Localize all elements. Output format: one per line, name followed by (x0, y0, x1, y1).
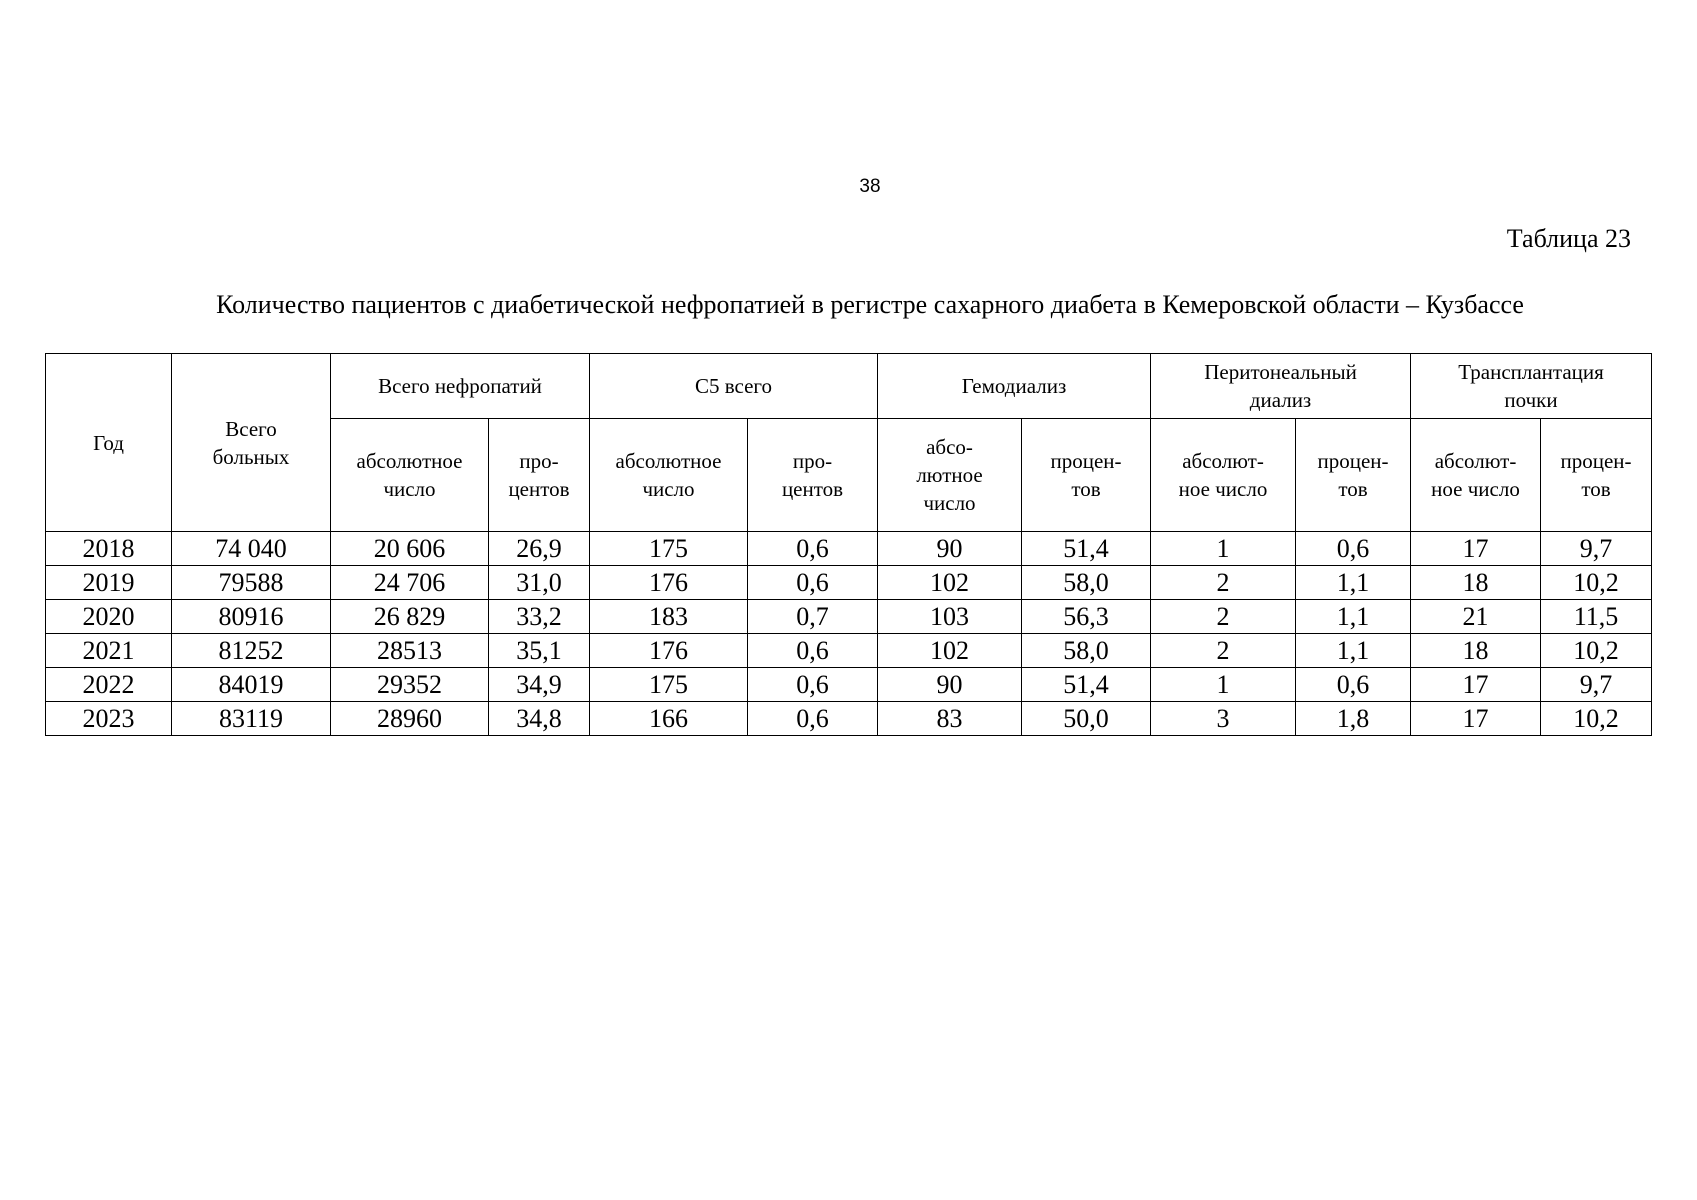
cell-year: 2018 (46, 532, 172, 566)
cell-c5-abs: 176 (590, 634, 748, 668)
cell-perit-pct: 1,8 (1296, 702, 1411, 736)
cell-total: 80916 (172, 600, 331, 634)
cell-c5-abs: 166 (590, 702, 748, 736)
header-line: тов (1071, 477, 1101, 501)
cell-trans-abs: 18 (1411, 634, 1541, 668)
cell-perit-pct: 0,6 (1296, 532, 1411, 566)
cell-trans-abs: 18 (1411, 566, 1541, 600)
cell-c5-pct: 0,6 (748, 566, 878, 600)
cell-year: 2020 (46, 600, 172, 634)
header-trans-pct (1541, 419, 1652, 532)
cell-neph-pct: 31,0 (489, 566, 590, 600)
cell-hemo-pct: 50,0 (1022, 702, 1151, 736)
cell-perit-pct: 1,1 (1296, 634, 1411, 668)
header-line: тов (1338, 477, 1368, 501)
header-group-peritoneal (1151, 354, 1411, 419)
cell-hemo-pct: 51,4 (1022, 668, 1151, 702)
header-line: ное число (1178, 477, 1268, 501)
header-line: число (642, 477, 695, 501)
cell-perit-abs: 2 (1151, 600, 1296, 634)
cell-hemo-abs: 83 (878, 702, 1022, 736)
cell-hemo-abs: 103 (878, 600, 1022, 634)
cell-c5-pct: 0,6 (748, 668, 878, 702)
header-line: абсолютное (615, 449, 722, 473)
cell-total: 84019 (172, 668, 331, 702)
cell-year: 2022 (46, 668, 172, 702)
header-line: число (383, 477, 436, 501)
header-line: процен- (1317, 449, 1389, 473)
cell-trans-abs: 21 (1411, 600, 1541, 634)
page-number: 38 (859, 176, 881, 197)
header-transplant-line: Трансплантация (1458, 360, 1604, 384)
header-group-hemodialysis: Гемодиализ (878, 354, 1151, 419)
header-line: лютное (916, 463, 983, 487)
cell-trans-abs: 17 (1411, 702, 1541, 736)
cell-trans-pct: 9,7 (1541, 668, 1652, 702)
cell-c5-pct: 0,6 (748, 532, 878, 566)
header-group-transplant (1411, 354, 1652, 419)
cell-total: 81252 (172, 634, 331, 668)
table-row (46, 702, 1652, 736)
header-line: центов (781, 477, 844, 501)
cell-perit-abs: 3 (1151, 702, 1296, 736)
cell-neph-pct: 35,1 (489, 634, 590, 668)
header-hemo-pct (1022, 419, 1151, 532)
cell-perit-abs: 1 (1151, 532, 1296, 566)
cell-perit-abs: 2 (1151, 634, 1296, 668)
header-neph-pct (489, 419, 590, 532)
header-c5-pct (748, 419, 878, 532)
header-total-patients-line: Всего (225, 416, 277, 441)
cell-hemo-pct: 56,3 (1022, 600, 1151, 634)
cell-hemo-abs: 90 (878, 668, 1022, 702)
cell-hemo-pct: 51,4 (1022, 532, 1151, 566)
header-line: тов (1581, 477, 1611, 501)
header-group-nephropathy: Всего нефропатий (331, 354, 590, 419)
header-peritoneal-line: диализ (1249, 388, 1312, 412)
cell-perit-pct: 1,1 (1296, 600, 1411, 634)
table-title: Количество пациентов с диабетической нефропатией в регистре сахарного диабета в Кемеровской области – Кузбассе (216, 290, 1524, 319)
header-line: про- (792, 449, 833, 473)
header-line: про- (519, 449, 559, 473)
header-line: число (923, 491, 976, 515)
header-perit-abs (1151, 419, 1296, 532)
header-neph-abs (331, 419, 489, 532)
header-transplant-line: почки (1504, 388, 1558, 412)
cell-neph-abs: 20 606 (331, 532, 489, 566)
table-row (46, 566, 1652, 600)
header-c5-abs (590, 419, 748, 532)
cell-perit-pct: 1,1 (1296, 566, 1411, 600)
cell-neph-abs: 26 829 (331, 600, 489, 634)
header-year: Год (46, 354, 172, 532)
header-line: абсолютное (356, 449, 463, 473)
cell-neph-pct: 34,9 (489, 668, 590, 702)
cell-hemo-abs: 102 (878, 566, 1022, 600)
cell-perit-abs: 2 (1151, 566, 1296, 600)
cell-c5-pct: 0,6 (748, 634, 878, 668)
cell-hemo-abs: 102 (878, 634, 1022, 668)
cell-total: 83119 (172, 702, 331, 736)
header-hemo-abs (878, 419, 1022, 532)
cell-trans-pct: 11,5 (1541, 600, 1652, 634)
header-trans-abs (1411, 419, 1541, 532)
table-row (46, 532, 1652, 566)
cell-hemo-pct: 58,0 (1022, 566, 1151, 600)
header-line: процен- (1560, 449, 1632, 473)
cell-neph-abs: 28513 (331, 634, 489, 668)
header-group-c5: С5 всего (590, 354, 878, 419)
cell-perit-abs: 1 (1151, 668, 1296, 702)
header-line: абсолют- (1182, 449, 1264, 473)
header-line: абсо- (926, 435, 973, 459)
cell-c5-pct: 0,6 (748, 702, 878, 736)
header-total-patients-line: больных (212, 444, 290, 469)
cell-trans-pct: 9,7 (1541, 532, 1652, 566)
table-body (46, 532, 1652, 736)
cell-c5-abs: 175 (590, 668, 748, 702)
cell-trans-pct: 10,2 (1541, 702, 1652, 736)
cell-hemo-pct: 58,0 (1022, 634, 1151, 668)
cell-year: 2019 (46, 566, 172, 600)
cell-neph-abs: 29352 (331, 668, 489, 702)
header-line: абсолют- (1434, 449, 1517, 473)
cell-neph-pct: 33,2 (489, 600, 590, 634)
cell-neph-abs: 24 706 (331, 566, 489, 600)
cell-year: 2023 (46, 702, 172, 736)
cell-c5-abs: 175 (590, 532, 748, 566)
nephropathy-table (45, 353, 1652, 736)
cell-trans-abs: 17 (1411, 668, 1541, 702)
cell-year: 2021 (46, 634, 172, 668)
cell-c5-pct: 0,7 (748, 600, 878, 634)
table-label: Таблица 23 (1506, 224, 1631, 253)
cell-trans-pct: 10,2 (1541, 566, 1652, 600)
cell-neph-pct: 26,9 (489, 532, 590, 566)
table-row (46, 600, 1652, 634)
cell-hemo-abs: 90 (878, 532, 1022, 566)
cell-perit-pct: 0,6 (1296, 668, 1411, 702)
cell-neph-pct: 34,8 (489, 702, 590, 736)
table-row (46, 634, 1652, 668)
header-line: центов (508, 477, 570, 501)
cell-trans-abs: 17 (1411, 532, 1541, 566)
header-line: ное число (1431, 477, 1520, 501)
header-perit-pct (1296, 419, 1411, 532)
cell-c5-abs: 176 (590, 566, 748, 600)
header-peritoneal-line: Перитонеальный (1204, 360, 1357, 384)
cell-total: 74 040 (172, 532, 331, 566)
header-total-patients (172, 354, 331, 532)
cell-trans-pct: 10,2 (1541, 634, 1652, 668)
cell-total: 79588 (172, 566, 331, 600)
table-row (46, 668, 1652, 702)
cell-c5-abs: 183 (590, 600, 748, 634)
cell-neph-abs: 28960 (331, 702, 489, 736)
header-line: процен- (1050, 449, 1122, 473)
